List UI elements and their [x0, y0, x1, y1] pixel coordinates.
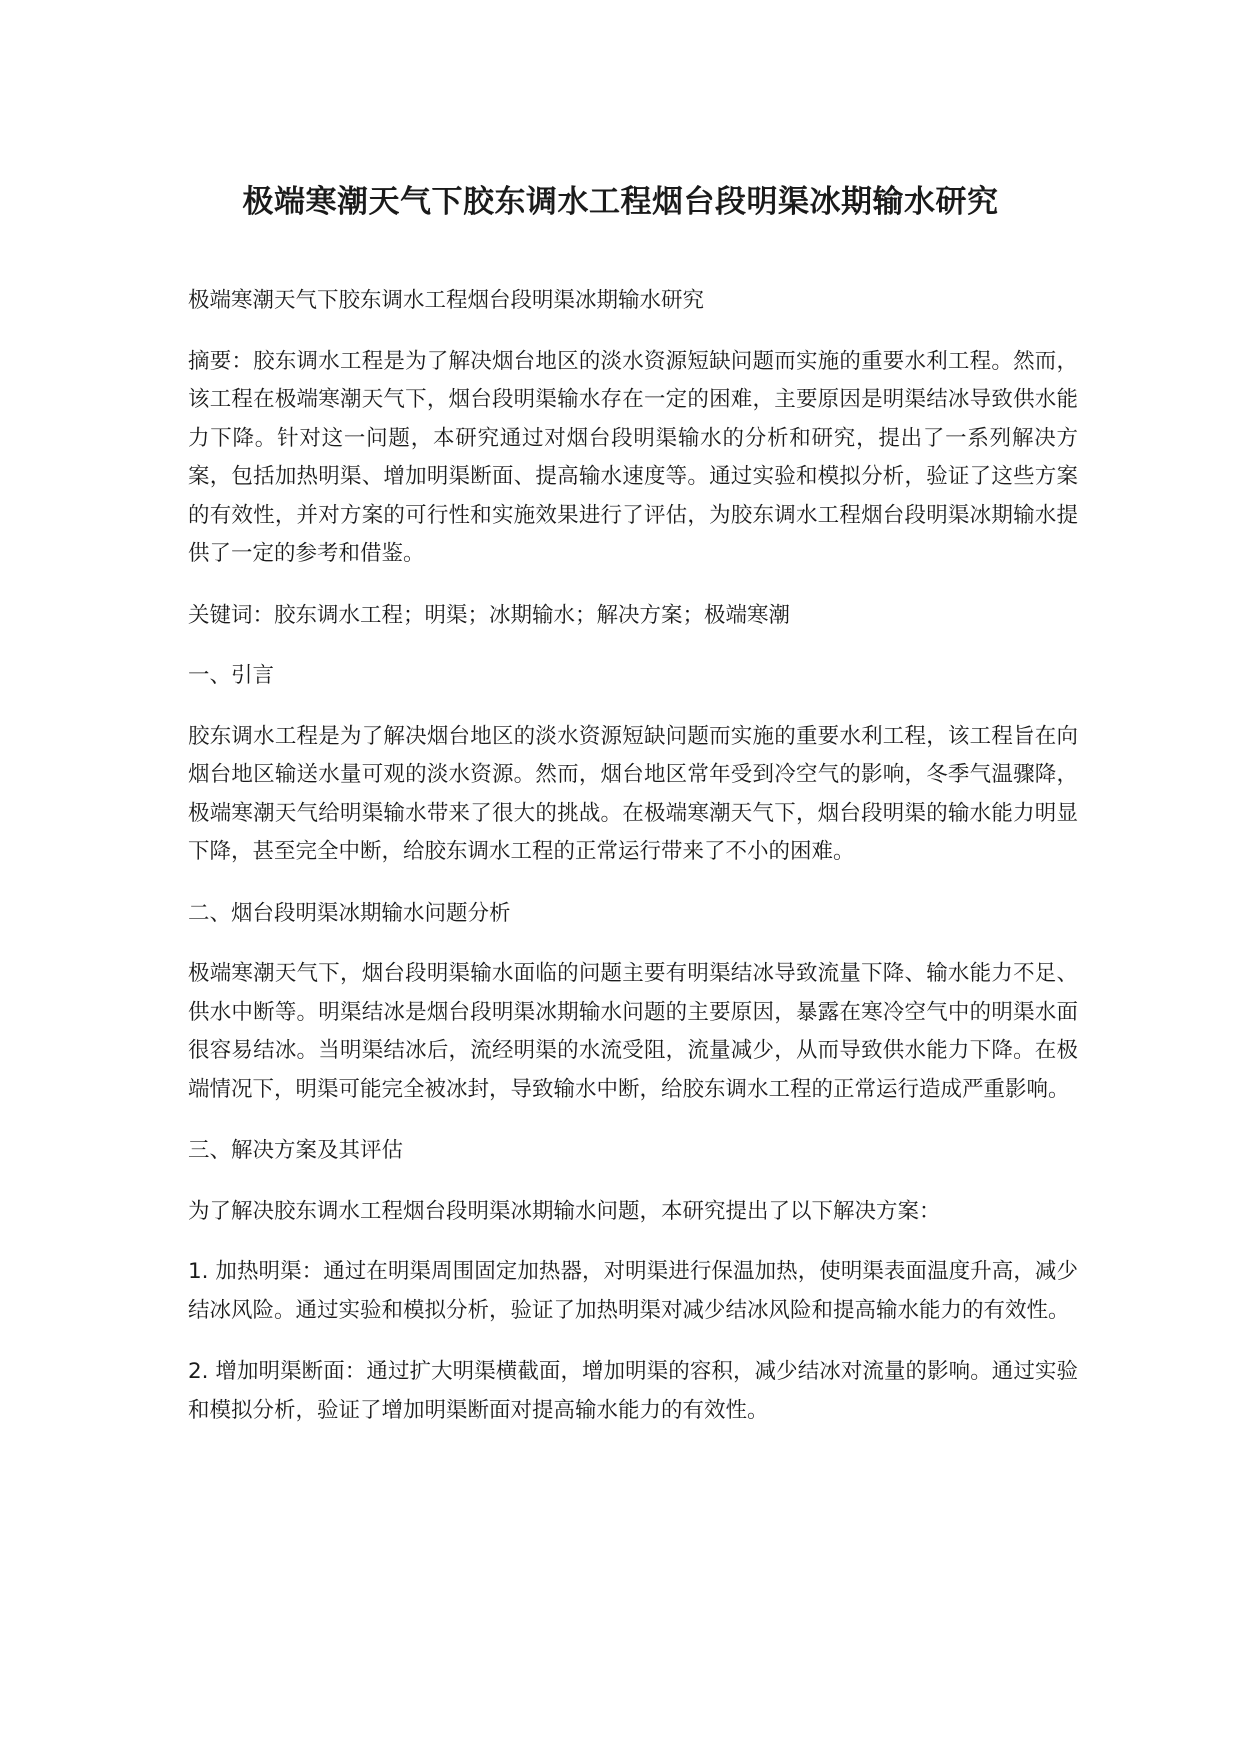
solutions-intro: 为了解决胶东调水工程烟台段明渠冰期输水问题，本研究提出了以下解决方案： — [188, 1198, 941, 1224]
abstract-paragraph: 摘要：胶东调水工程是为了解决烟台地区的淡水资源短缺问题而实施的重要水利工程。然而，该工程在极端寒潮天气下，烟台段明渠输水存在一定的困难，主要原因是明渠结冰导致供水能力下降。针对这一问题，本研究通过对烟台段明渠输水的分析和研究，提出了一系列解决方案，包括加热明渠、增加明渠断面、提高输水速度等。通过实验和模拟分析，验证了这些方案的有效性，并对方案的可行性和实施效果进行了评估，为胶东调水工程烟台段明渠冰期输水提供了一定的参考和借鉴。 — [188, 348, 1078, 566]
subtitle: 极端寒潮天气下胶东调水工程烟台段明渠冰期输水研究 — [188, 288, 705, 313]
section-heading-introduction: 一、引言 — [188, 663, 275, 688]
section-heading-solutions: 三、解决方案及其评估 — [188, 1138, 404, 1163]
section-heading-problem-analysis: 二、烟台段明渠冰期输水问题分析 — [188, 900, 511, 926]
solution-item-enlarge-section: 2. 增加明渠断面：通过扩大明渠横截面，增加明渠的容积，减少结冰对流量的影响。通过实验和模拟分析，验证了增加明渠断面对提高输水能力的有效性。 — [188, 1359, 1078, 1423]
keywords: 关键词：胶东调水工程；明渠；冰期输水；解决方案；极端寒潮 — [188, 602, 791, 628]
problem-analysis-paragraph: 极端寒潮天气下，烟台段明渠输水面临的问题主要有明渠结冰导致流量下降、输水能力不足、供水中断等。明渠结冰是烟台段明渠冰期输水问题的主要原因，暴露在寒冷空气中的明渠水面很容易结冰。当明渠结冰后，流经明渠的水流受阻，流量减少，从而导致供水能力下降。在极端情况下，明渠可能完全被冰封，导致输水中断，给胶东调水工程的正常运行造成严重影响。 — [188, 961, 1078, 1102]
document-body — [188, 282, 1078, 1453]
solution-item-heating: 1. 加热明渠：通过在明渠周围固定加热器，对明渠进行保温加热，使明渠表面温度升高，减少结冰风险。通过实验和模拟分析，验证了加热明渠对减少结冰风险和提高输水能力的有效性。 — [188, 1259, 1078, 1323]
introduction-paragraph: 胶东调水工程是为了解决烟台地区的淡水资源短缺问题而实施的重要水利工程，该工程旨在向烟台地区输送水量可观的淡水资源。然而，烟台地区常年受到冷空气的影响，冬季气温骤降，极端寒潮天气给明渠输水带来了很大的挑战。在极端寒潮天气下，烟台段明渠的输水能力明显下降，甚至完全中断，给胶东调水工程的正常运行带来了不小的困难。 — [188, 723, 1078, 864]
document-title: 极端寒潮天气下胶东调水工程烟台段明渠冰期输水研究 — [242, 184, 999, 220]
